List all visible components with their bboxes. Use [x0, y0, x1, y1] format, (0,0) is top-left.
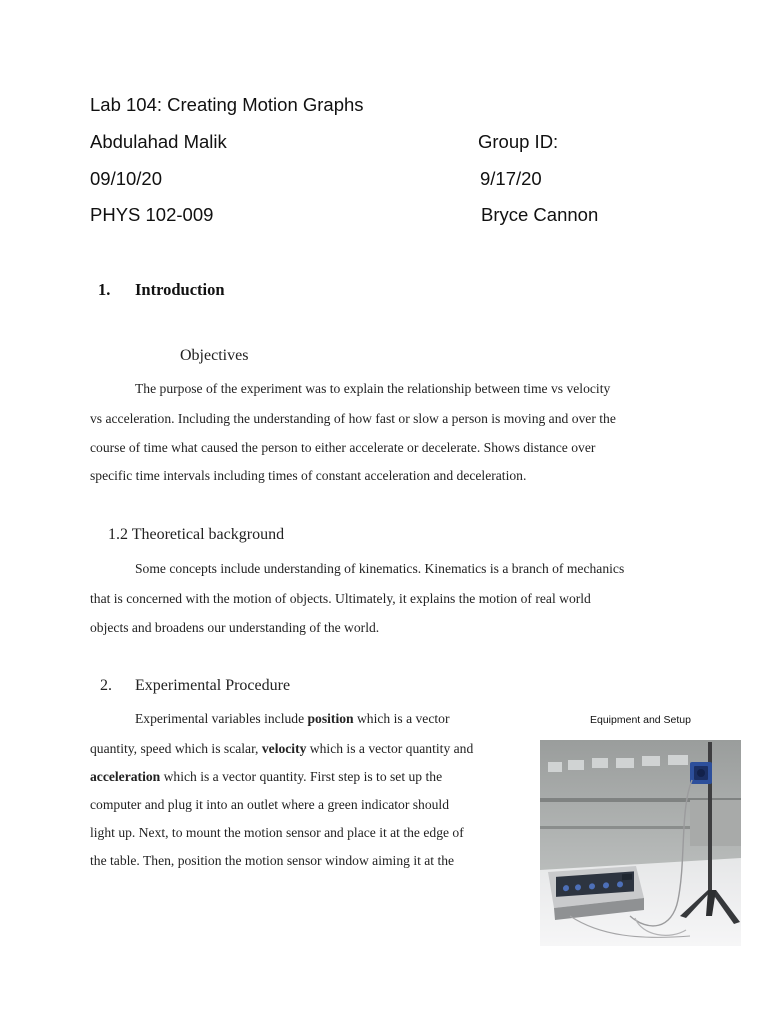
procedure-line-4: computer and plug it into an outlet where a green indicator should	[90, 797, 449, 812]
procedure-line-2	[90, 741, 473, 757]
objectives-line-2: vs acceleration. Including the understanding of how fast or slow a person is moving and over the	[90, 411, 616, 426]
section-2-title: Experimental Procedure	[135, 677, 291, 694]
objectives-line-1: The purpose of the experiment was to explain the relationship between time vs velocity	[135, 381, 611, 396]
section-2-number: 2.	[100, 677, 112, 694]
procedure-line-3	[90, 769, 442, 785]
objectives-line-3: course of time what caused the person to either accelerate or decelerate. Shows distance over	[90, 440, 596, 455]
procedure-text: which is a vector quantity and	[306, 741, 474, 756]
procedure-text: which is a vector	[353, 711, 450, 726]
course-code: PHYS 102-009	[90, 204, 214, 225]
objectives-heading: Objectives	[180, 347, 249, 364]
section-1-number: 1.	[98, 280, 111, 299]
procedure-text: quantity, speed which is scalar,	[90, 741, 262, 756]
objectives-line-4: specific time intervals including times of constant acceleration and deceleration.	[90, 468, 527, 483]
theory-line-1: Some concepts include understanding of kinematics. Kinematics is a branch of mechanics	[135, 561, 625, 576]
procedure-line-1	[135, 711, 449, 727]
document-title: Lab 104: Creating Motion Graphs	[90, 94, 364, 115]
theoretical-background-heading: 1.2 Theoretical background	[108, 526, 285, 543]
group-date: 9/17/20	[480, 168, 542, 189]
term-acceleration: acceleration	[90, 769, 161, 784]
term-velocity: velocity	[261, 741, 307, 756]
procedure-text: Experimental variables include	[135, 711, 308, 726]
author-name: Abdulahad Malik	[90, 131, 227, 152]
theory-line-2: that is concerned with the motion of objects. Ultimately, it explains the motion of real world	[90, 591, 591, 606]
partner-name: Bryce Cannon	[481, 204, 599, 225]
procedure-line-6: the table. Then, position the motion sensor window aiming it at the	[90, 853, 455, 868]
term-position: position	[307, 711, 354, 726]
theory-line-3: objects and broadens our understanding of the world.	[90, 620, 380, 635]
group-id-label: Group ID:	[478, 131, 559, 152]
figure-caption: Equipment and Setup	[590, 714, 691, 726]
procedure-line-5: light up. Next, to mount the motion sensor and place it at the edge of	[90, 825, 464, 840]
experiment-date: 09/10/20	[90, 168, 163, 189]
section-1-title: Introduction	[135, 280, 225, 299]
equipment-setup-photo	[540, 740, 741, 946]
procedure-text: which is a vector quantity. First step is to set up the	[160, 769, 443, 784]
